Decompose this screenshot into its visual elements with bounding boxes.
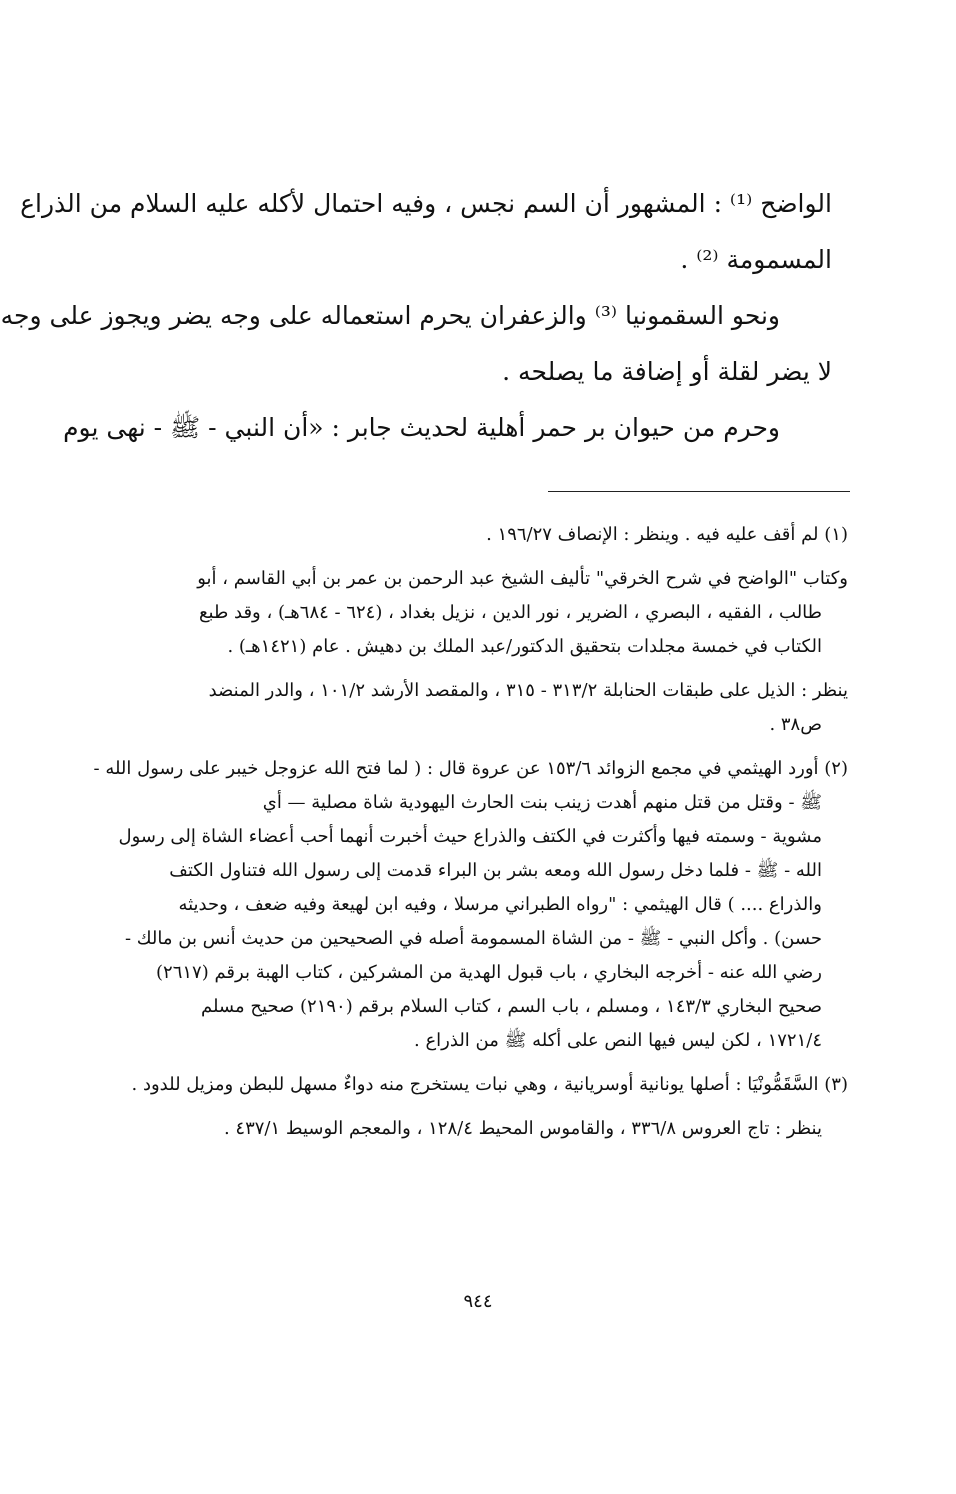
footnote-1-line: طالب ، الفقيه ، البصري ، الضرير ، نور الدين ، نزيل بغداد ، (٦٢٤ - ٦٨٤هـ) ، وقد طبع: [198, 602, 822, 623]
page-number: ٩٤٤: [463, 1291, 493, 1312]
footnote-3-line: (٣) السَّقَمُّونْيَا : أصلها يونانية أوسريانية ، وهي نبات يستخرج منه دواءٌ مسهل للبطن ومزيل للدود .: [131, 1074, 848, 1095]
footnote-1-line: (١) لم أقف عليه فيه . وينظر : الإنصاف ١٩٦/٢٧ .: [486, 524, 848, 545]
footnote-1-line: الكتاب في خمسة مجلدات بتحقيق الدكتور/عبد الملك بن دهيش . عام (١٤٢١هـ) .: [227, 636, 822, 657]
footnote-2-line: (٢) أورد الهيثمي في مجمع الزوائد ١٥٣/٦ عن عروة قال : ( لما فتح الله عزوجل خيبر على رسول الله -: [93, 758, 848, 779]
main-text-line: المسمومة ⁽²⁾ .: [680, 245, 832, 274]
footnote-1-line: ينظر : الذيل على طبقات الحنابلة ٣١٣/٢ - ٣١٥ ، والمقصد الأرشد ١٠١/٢ ، والدر المنضد: [208, 680, 848, 701]
footnote-2-line: والذراع .... ) قال الهيثمي : "رواه الطبراني مرسلا ، وفيه ابن لهيعة وفيه ضعف ، وحديثه: [178, 894, 822, 915]
footnote-1-line: ص٣٨ .: [769, 714, 822, 735]
footnote-2-line: رضي الله عنه - أخرجه البخاري ، باب قبول الهدية من المشركين ، كتاب الهبة برقم (٢٦١٧): [156, 962, 822, 983]
footnotes-block: [78, 518, 848, 1146]
footnote-2-line: حسن) . وأكل النبي - ﷺ - من الشاة المسمومة أصله في الصحيحين من حديث أنس بن مالك -: [124, 928, 822, 949]
footnote-separator: [548, 491, 850, 492]
footnote-2-line: ﷺ - وقتل من قتل منهم أهدت زينب بنت الحارث اليهودية شاة مصلية — أي: [262, 792, 822, 813]
footnote-2-line: صحيح البخاري ١٤٣/٣ ، ومسلم ، باب السم ، كتاب السلام برقم (٢١٩٠) صحيح مسلم: [200, 996, 822, 1017]
footnote-2-line: الله - ﷺ - فلما دخل رسول الله ومعه بشر بن البراء قدمت إلى رسول الله فتناول الكتف: [169, 860, 822, 881]
main-text-line: وحرم من حيوان بر حمر أهلية لحديث جابر : «أن النبي - ﷺ - نهى يوم: [63, 413, 780, 442]
main-text-line: ونحو السقمونيا ⁽³⁾ والزعفران يحرم استعماله على وجه يضر ويجوز على وجه: [0, 301, 780, 330]
main-text-line: الواضح ⁽¹⁾ : المشهور أن السم نجس ، وفيه احتمال لأكله عليه السلام من الذراع: [20, 189, 832, 218]
footnote-3-line: ينظر : تاج العروس ٣٣٦/٨ ، والقاموس المحيط ١٢٨/٤ ، والمعجم الوسيط ٤٣٧/١ .: [223, 1118, 822, 1139]
main-text-block: [0, 176, 832, 456]
footnote-2-line: مشوية - وسمته فيها وأكثرت في الكتف والذراع حيث أخبرت أنهما أحب أعضاء الشاة إلى رسول: [118, 826, 822, 847]
footnote-2-line: ١٧٢١/٤ ، لكن ليس فيها النص على أكله ﷺ من الذراع .: [414, 1030, 822, 1051]
footnote-1-line: وكتاب "الواضح في شرح الخرقي" تأليف الشيخ عبد الرحمن بن عمر بن أبي القاسم ، أبو: [197, 568, 848, 589]
main-text-line: لا يضر لقلة أو إضافة ما يصلحه .: [502, 357, 832, 386]
